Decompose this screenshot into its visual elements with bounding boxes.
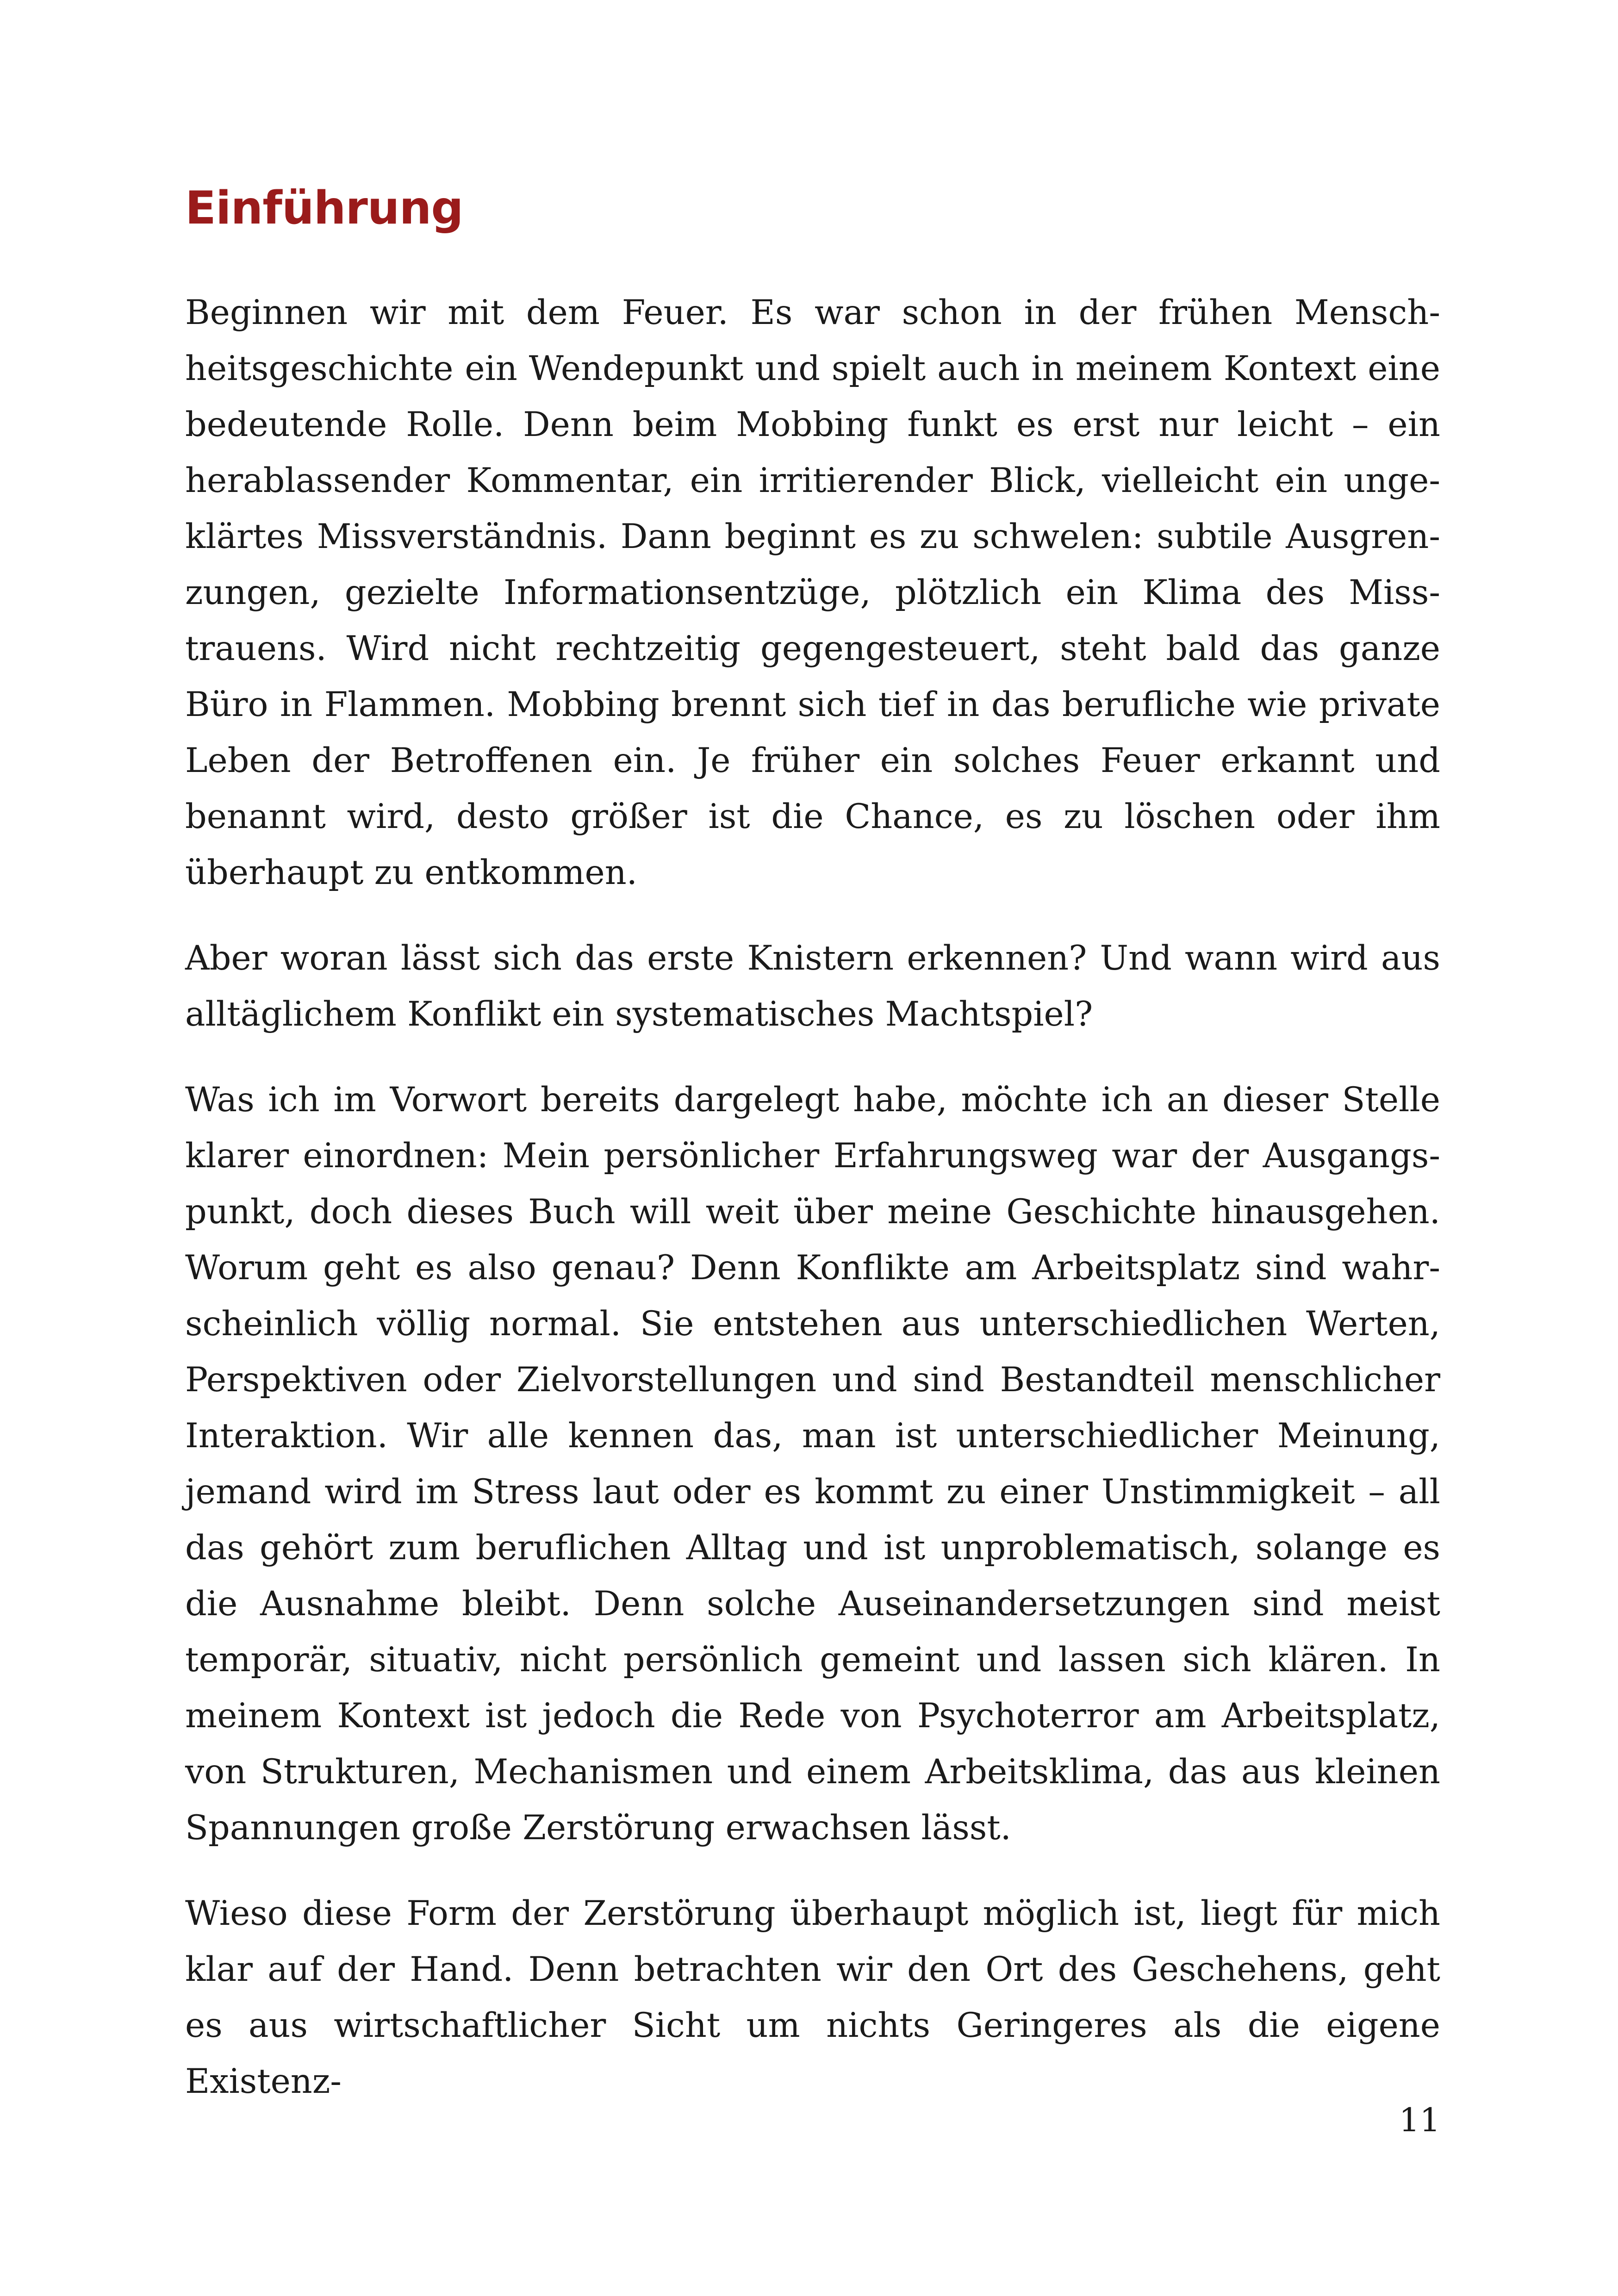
paragraph: Beginnen wir mit dem Feuer. Es war schon in der frühen Menschheitsgeschichte ein Wendepunkt und spielt auch in meinem Kontext eine bedeutende Rolle. Denn beim Mobbing funkt es erst nur leicht – ein herablassender Kommentar, ein irritierender Blick, vielleicht ein ungeklärtes Missverständnis. Dann beginnt es zu schwelen: subtile Ausgrenzungen, gezielte Informationsentzüge, plötzlich ein Klima des Misstrauens. Wird nicht rechtzeitig gegengesteuert, steht bald das ganze Büro in Flammen. Mobbing brennt sich tief in das berufliche wie private Leben der Betroffenen ein. Je früher ein solches Feuer erkannt und benannt wird, desto größer ist die Chance, es zu löschen oder ihm überhaupt zu entkommen.: [185, 293, 1440, 892]
body-text: [185, 285, 1440, 2109]
chapter-heading: Einführung: [185, 182, 463, 235]
paragraph: Wieso diese Form der Zerstörung überhaupt möglich ist, liegt für mich klar auf der Hand. Denn betrachten wir den Ort des Geschehens, geht es aus wirtschaftlicher Sicht um nichts Geringeres als die eigene Existenz-: [185, 1894, 1440, 2101]
paragraph: Aber woran lässt sich das erste Knistern erkennen? Und wann wird aus alltäglichem Konflikt ein systematisches Machtspiel?: [185, 939, 1440, 1034]
page-number: 11: [1399, 2101, 1440, 2139]
paragraph: Was ich im Vorwort bereits dargelegt habe, möchte ich an dieser Stelle klarer einordnen: Mein persönlicher Erfahrungsweg war der Ausgangspunkt, doch dieses Buch will weit über meine Geschichte hinausgehen. Worum geht es also genau? Denn Konflikte am Arbeitsplatz sind wahrscheinlich völlig normal. Sie entstehen aus unterschiedlichen Werten, Perspektiven oder Zielvorstellungen und sind Bestandteil menschlicher Interaktion. Wir alle kennen das, man ist unterschiedlicher Meinung, jemand wird im Stress laut oder es kommt zu einer Unstimmigkeit – all das gehört zum beruflichen Alltag und ist unproblematisch, solange es die Ausnahme bleibt. Denn solche Auseinandersetzungen sind meist temporär, situativ, nicht persönlich gemeint und lassen sich klären. In meinem Kontext ist jedoch die Rede von Psychoterror am Arbeitsplatz, von Strukturen, Mechanismen und einem Arbeitsklima, das aus kleinen Spannungen große Zerstörung erwachsen lässt.: [185, 1080, 1440, 1848]
